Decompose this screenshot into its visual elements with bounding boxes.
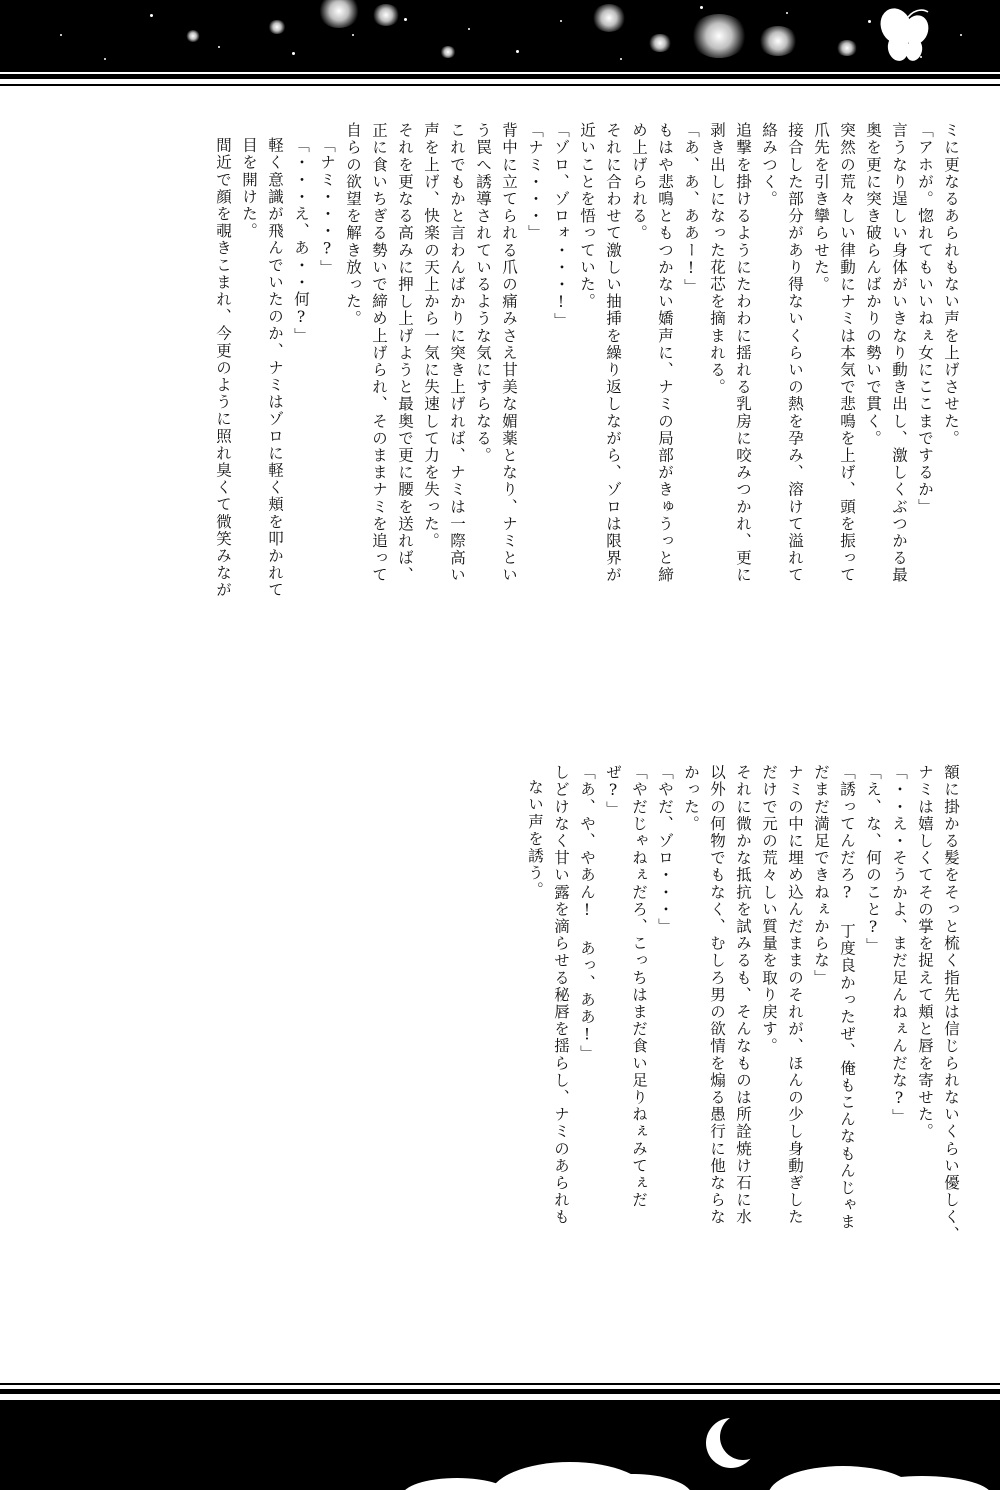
footer-rule-thick <box>0 1389 1000 1394</box>
text-line: それに微かな抵抗を試みるも、そんなものは所詮焼け石に水 <box>734 764 752 1226</box>
text-line: 剥き出しになった花芯を摘まれる。 <box>708 122 726 396</box>
top-starfield-band <box>0 0 1000 72</box>
page-text-area <box>0 96 1000 1386</box>
text-line: 「ナミ・・・?」 <box>318 137 336 277</box>
text-line: 「アホが。惚れてもいいねぇ女にここまでするか」 <box>916 122 934 516</box>
text-line: 「やだじゃねぇだろ、こっちはまだ食い足りねぇみてぇだ <box>630 764 648 1209</box>
text-line: 言うなり逞しい身体がいきなり動き出し、激しくぶつかる最 <box>890 122 908 584</box>
text-line: 額に掛かる髪をそっと梳く指先は信じられないくらい優しく、 <box>942 764 960 1243</box>
text-block-lower <box>516 764 958 1364</box>
footer-rule-thin <box>0 1383 1000 1385</box>
text-line: これでもかと言わんばかりに突き上げれば、ナミは一際高い <box>448 122 466 584</box>
text-line: 爪先を引き攣らせた。 <box>812 122 830 293</box>
text-line: 「え、な、何のこと?」 <box>864 764 882 955</box>
text-line: 自らの欲望を解き放った。 <box>344 122 362 328</box>
text-line: 追撃を掛けるようにたわわに揺れる乳房に咬みつかれ、更に <box>734 122 752 584</box>
text-line: 目を開けた。 <box>240 137 258 240</box>
text-line: ぜ?」 <box>604 764 622 818</box>
text-line: 声を上げ、快楽の天上から一気に失速して力を失った。 <box>422 122 440 550</box>
text-block-upper <box>204 122 958 722</box>
header-rule-thick <box>0 74 1000 79</box>
text-line: ナミは嬉しくてその掌を捉えて頬と唇を寄せた。 <box>916 764 934 1141</box>
text-line: 正に食いちぎる勢いで締め上げられ、そのままナミを追って <box>370 122 388 584</box>
text-line: ミに更なるあられもない声を上げさせた。 <box>942 122 960 447</box>
text-line: 以外の何物でもなく、むしろ男の欲情を煽る愚行に他ならな <box>708 764 726 1226</box>
text-line: 突然の荒々しい律動にナミは本気で悲鳴を上げ、頭を振って <box>838 122 856 584</box>
text-line: 「あ、や、やあん! あっ、ああ!」 <box>578 764 596 1063</box>
text-line: 「誘ってんだろ? 丁度良かったぜ、俺もこんなもんじゃま <box>838 764 856 1231</box>
text-line: 「あ、あ、ああー!」 <box>682 122 700 296</box>
text-line: ない声を誘う。 <box>526 779 544 899</box>
bottom-night-band <box>0 1400 1000 1490</box>
text-line: 絡みつく。 <box>760 122 778 208</box>
text-line: 間近で顔を覗きこまれ、今更のように照れ臭くて微笑みなが <box>214 137 232 599</box>
text-line: う罠へ誘導されているような気にすらなる。 <box>474 122 492 464</box>
text-line: 奥を更に突き破らんばかりの勢いで貫く。 <box>864 122 882 447</box>
text-line: 「ゾロ、ゾロォ・・・!」 <box>552 122 570 330</box>
text-line: 「・・・え、あ・・何?」 <box>292 137 310 345</box>
header-rule-thin <box>0 84 1000 86</box>
text-line: 近いことを悟っていた。 <box>578 122 596 311</box>
text-line: 「・・え・そうかよ、まだ足んねぇんだな?」 <box>890 764 908 1126</box>
text-line: それに合わせて激しい抽挿を繰り返しながら、ゾロは限界が <box>604 122 622 584</box>
crescent-moon-icon <box>706 1418 756 1468</box>
text-line: 軽く意識が飛んでいたのか、ナミはゾロに軽く頬を叩かれて <box>266 137 284 599</box>
text-line: め上げられる。 <box>630 122 648 242</box>
text-line: 「ナミ・・・」 <box>526 122 544 242</box>
text-line: 接合した部分があり得ないくらいの熱を孕み、溶けて溢れて <box>786 122 804 584</box>
butterfly-icon <box>872 6 942 68</box>
text-line: ナミの中に埋め込んだままのそれが、ほんの少し身動ぎした <box>786 764 804 1226</box>
text-line: 「やだ、ゾロ・・・」 <box>656 764 674 935</box>
text-line: もはや悲鳴ともつかない嬌声に、ナミの局部がきゅうっと締 <box>656 122 674 584</box>
text-line: かった。 <box>682 764 700 833</box>
text-line: だまだ満足できねぇからな」 <box>812 764 830 987</box>
text-line: だけで元の荒々しい質量を取り戻す。 <box>760 764 778 1055</box>
text-line: それを更なる高みに押し上げようと最奥で更に腰を送れば、 <box>396 122 414 584</box>
text-line: しどけなく甘い露を滴らせる秘唇を揺らし、ナミのあられも <box>552 764 570 1226</box>
text-line: 背中に立てられる爪の痛みさえ甘美な媚薬となり、ナミとい <box>500 122 518 584</box>
